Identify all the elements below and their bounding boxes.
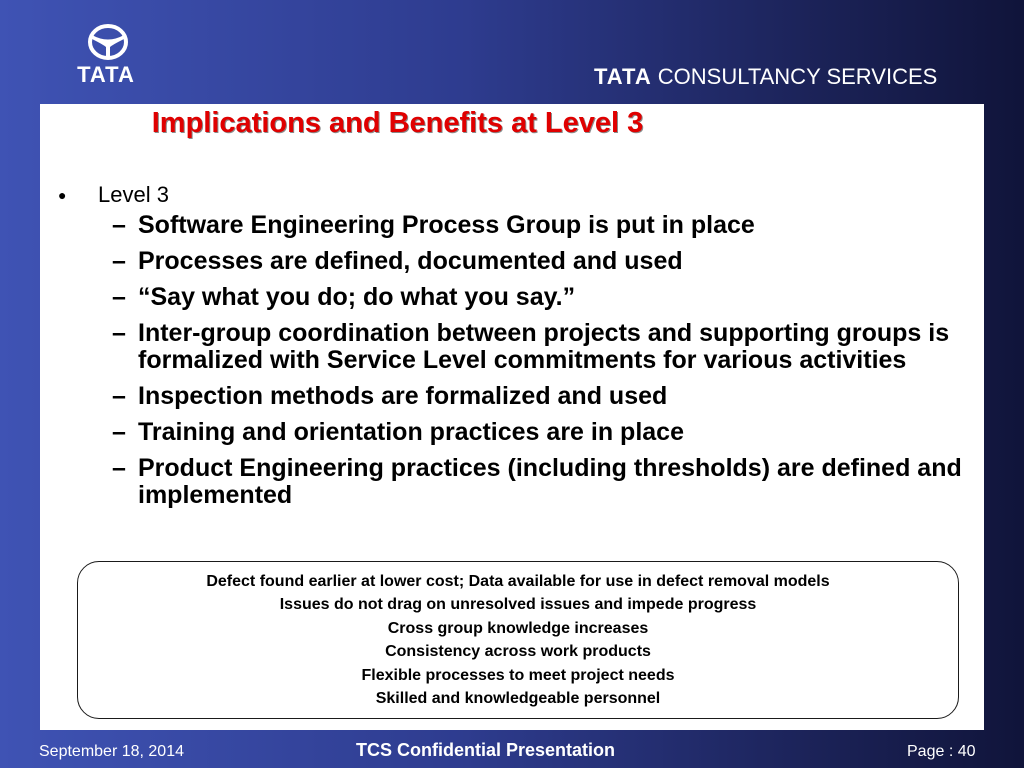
point-text: Training and orientation practices are in place: [138, 418, 684, 446]
slide-body: [40, 104, 984, 730]
footer-date: September 18, 2014: [39, 743, 184, 760]
dash-icon: –: [112, 454, 126, 482]
point-text: Product Engineering practices (including thresholds) are defined and implemented: [138, 454, 962, 509]
dash-icon: –: [112, 211, 126, 239]
point-text: Software Engineering Process Group is put in place: [138, 211, 755, 239]
point-text: “Say what you do; do what you say.”: [138, 283, 576, 311]
dash-icon: –: [112, 418, 126, 446]
level-label: Level 3: [98, 182, 169, 207]
dash-icon: –: [112, 382, 126, 410]
brand-bold: TATA: [594, 64, 652, 89]
list-item: [58, 419, 968, 446]
dash-icon: –: [112, 283, 126, 311]
list-item: [58, 455, 968, 509]
page-number: Page : 40: [907, 743, 976, 760]
list-item: [58, 320, 968, 374]
list-item: [58, 248, 968, 275]
list-item: [58, 212, 968, 239]
slide-title: Implications and Benefits at Level 3: [151, 107, 644, 139]
benefit-line: Flexible processes to meet project needs: [361, 666, 675, 684]
point-text: Inspection methods are formalized and used: [138, 382, 668, 410]
tcs-brand: [594, 64, 937, 90]
sub-bullet-list: [58, 212, 978, 509]
point-text: Processes are defined, documented and used: [138, 247, 683, 275]
benefit-line: Consistency across work products: [385, 643, 651, 660]
benefit-line: Cross group knowledge increases: [387, 619, 649, 637]
benefit-line: Defect found earlier at lower cost; Data available for use in defect removal models: [206, 572, 830, 590]
point-text: Inter-group coordination between projects and supporting groups is formalized with Service Level commitments for various activities: [138, 319, 950, 374]
list-item: [58, 383, 968, 410]
benefit-line: Skilled and knowledgeable personnel: [375, 690, 661, 707]
level-bullet: [58, 180, 978, 210]
tata-logo-text: TATA: [77, 62, 135, 87]
header-band: [0, 0, 1024, 104]
brand-rest: CONSULTANCY SERVICES: [657, 64, 938, 89]
list-item: [58, 284, 968, 311]
bullet-list: [58, 180, 978, 518]
benefit-line: Issues do not drag on unresolved issues and impede progress: [279, 596, 757, 613]
bullet-dot-icon: ●: [58, 187, 67, 203]
dash-icon: –: [112, 319, 126, 347]
footer-confidential: TCS Confidential Presentation: [356, 740, 616, 760]
dash-icon: –: [112, 247, 126, 275]
benefits-box: [77, 561, 959, 719]
